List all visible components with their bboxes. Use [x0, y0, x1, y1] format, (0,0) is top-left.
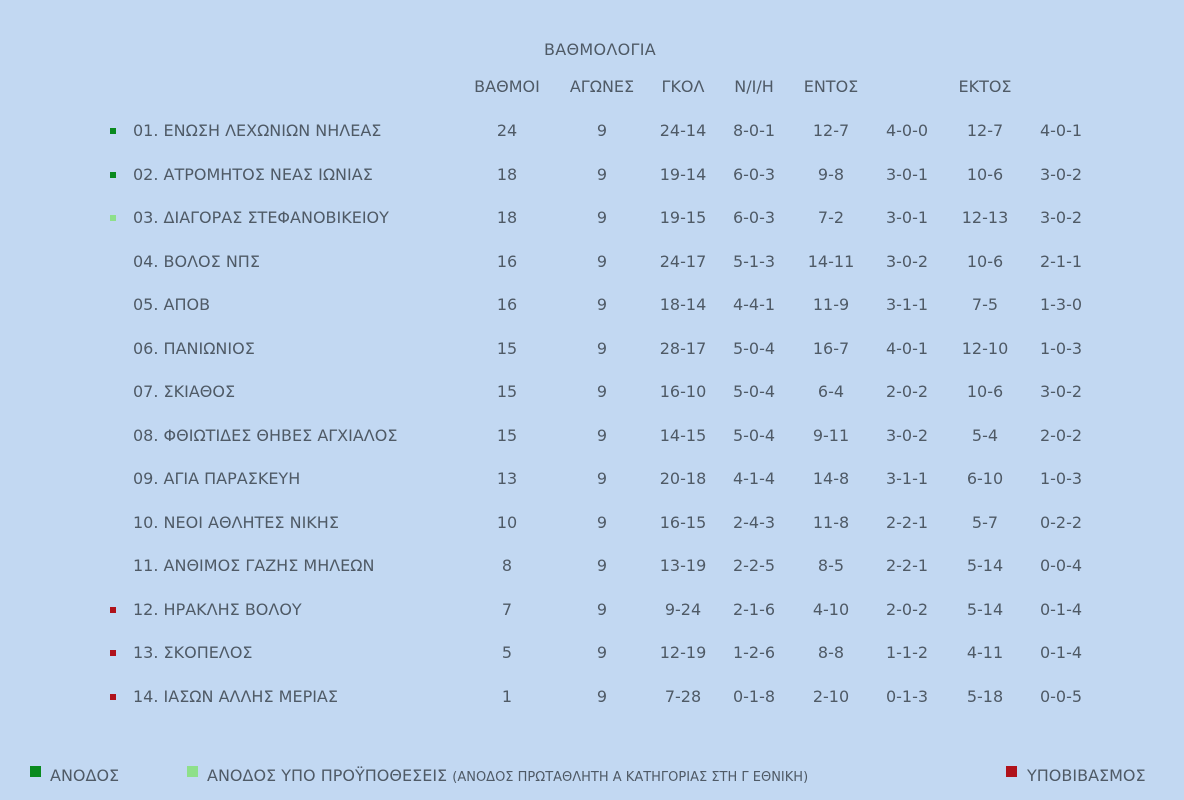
- away-wdl-cell: 1-0-3: [1039, 338, 1083, 358]
- away-wdl-cell: 3-0-2: [1039, 208, 1083, 227]
- home-wdl-cell: 4-0-1: [885, 338, 929, 358]
- wdl-cell: 6-0-3: [732, 164, 776, 184]
- home-wdl-cell: 2-2-1: [885, 512, 929, 532]
- points-cell: 18: [496, 208, 518, 227]
- table-row: [0, 500, 1184, 544]
- legend-relegation: ΥΠΟΒΙΒΑΣΜΟΣ: [1027, 766, 1146, 785]
- away-wdl-cell: 2-0-2: [1039, 425, 1083, 445]
- home-wdl-cell: 4-0-0: [885, 121, 929, 140]
- goals-cell: 24-14: [659, 121, 707, 140]
- matches-cell: 9: [596, 643, 608, 662]
- header-goals: ΓΚΟΛ: [661, 77, 705, 96]
- table-row: [0, 369, 1184, 413]
- points-cell: 24: [496, 121, 518, 140]
- status-marker-icon: [110, 128, 116, 134]
- home-wdl-cell: 2-0-2: [885, 382, 929, 401]
- away-wdl-cell: 0-0-4: [1039, 556, 1083, 575]
- goals-cell: 9-24: [664, 599, 702, 619]
- home-wdl-cell: 3-1-1: [885, 295, 929, 314]
- header-home: ΕΝΤΟΣ: [803, 77, 859, 96]
- goals-cell: 13-19: [659, 556, 707, 575]
- team-name: 13. ΣΚΟΠΕΛΟΣ: [133, 643, 253, 662]
- points-cell: 15: [496, 425, 518, 445]
- team-name: 05. ΑΠΟΒ: [133, 295, 211, 314]
- points-cell: 1: [501, 686, 513, 706]
- table-row: [0, 195, 1184, 239]
- legend-conditional-label: ΑΝΟΔΟΣ ΥΠΟ ΠΡΟΫΠΟΘΕΣΕΙΣ: [207, 766, 448, 785]
- matches-cell: 9: [596, 208, 608, 227]
- home-goals-cell: 6-4: [817, 382, 845, 401]
- team-name: 07. ΣΚΙΑΘΟΣ: [133, 382, 236, 401]
- goals-cell: 28-17: [659, 338, 707, 358]
- goals-cell: 19-14: [659, 164, 707, 184]
- goals-cell: 16-15: [659, 512, 707, 532]
- away-goals-cell: 10-6: [966, 164, 1004, 184]
- team-name: 09. ΑΓΙΑ ΠΑΡΑΣΚΕΥΗ: [133, 469, 301, 488]
- home-wdl-cell: 3-0-1: [885, 208, 929, 227]
- table-row: [0, 413, 1184, 457]
- away-goals-cell: 5-4: [971, 425, 999, 445]
- goals-cell: 20-18: [659, 469, 707, 488]
- home-goals-cell: 11-8: [812, 512, 850, 532]
- team-name: 11. ΑΝΘΙΜΟΣ ΓΑΖΗΣ ΜΗΛΕΩΝ: [133, 556, 375, 575]
- team-name: 10. ΝΕΟΙ ΑΘΛΗΤΕΣ ΝΙΚΗΣ: [133, 512, 339, 532]
- matches-cell: 9: [596, 164, 608, 184]
- wdl-cell: 2-1-6: [732, 599, 776, 619]
- team-name: 14. ΙΑΣΩΝ ΑΛΛΗΣ ΜΕΡΙΑΣ: [133, 686, 338, 706]
- wdl-cell: 2-2-5: [732, 556, 776, 575]
- table-row: [0, 326, 1184, 370]
- header-away: ΕΚΤΟΣ: [958, 77, 1012, 96]
- wdl-cell: 0-1-8: [732, 686, 776, 706]
- away-wdl-cell: 1-3-0: [1039, 295, 1083, 314]
- team-name: 06. ΠΑΝΙΩΝΙΟΣ: [133, 338, 255, 358]
- team-name: 12. ΗΡΑΚΛΗΣ ΒΟΛΟΥ: [133, 599, 302, 619]
- away-goals-cell: 5-14: [966, 556, 1004, 575]
- points-cell: 16: [496, 295, 518, 314]
- away-goals-cell: 5-18: [966, 686, 1004, 706]
- promotion-legend-icon: [30, 766, 41, 777]
- status-marker-icon: [110, 694, 116, 700]
- team-name: 02. ΑΤΡΟΜΗΤΟΣ ΝΕΑΣ ΙΩΝΙΑΣ: [133, 164, 373, 184]
- matches-cell: 9: [596, 382, 608, 401]
- goals-cell: 12-19: [659, 643, 707, 662]
- status-marker-icon: [110, 215, 116, 221]
- home-wdl-cell: 3-0-1: [885, 164, 929, 184]
- wdl-cell: 5-1-3: [732, 251, 776, 271]
- home-goals-cell: 9-11: [812, 425, 850, 445]
- legend-conditional-promotion: [207, 766, 808, 785]
- table-header: [0, 77, 1184, 99]
- home-goals-cell: 4-10: [812, 599, 850, 619]
- relegation-legend-icon: [1006, 766, 1017, 777]
- header-points: ΒΑΘΜΟΙ: [474, 77, 540, 96]
- wdl-cell: 6-0-3: [732, 208, 776, 227]
- points-cell: 15: [496, 338, 518, 358]
- home-goals-cell: 14-11: [807, 251, 855, 271]
- away-goals-cell: 12-13: [961, 208, 1009, 227]
- table-row: [0, 152, 1184, 196]
- matches-cell: 9: [596, 295, 608, 314]
- home-goals-cell: 7-2: [817, 208, 845, 227]
- home-goals-cell: 12-7: [812, 121, 850, 140]
- home-goals-cell: 8-8: [817, 643, 845, 662]
- matches-cell: 9: [596, 469, 608, 488]
- away-goals-cell: 7-5: [971, 295, 999, 314]
- away-goals-cell: 6-10: [966, 469, 1004, 488]
- status-marker-icon: [110, 172, 116, 178]
- away-goals-cell: 5-14: [966, 599, 1004, 619]
- matches-cell: 9: [596, 338, 608, 358]
- away-wdl-cell: 0-2-2: [1039, 512, 1083, 532]
- standings-title: ΒΑΘΜΟΛΟΓΙΑ: [543, 40, 657, 59]
- points-cell: 10: [496, 512, 518, 532]
- matches-cell: 9: [596, 425, 608, 445]
- matches-cell: 9: [596, 556, 608, 575]
- away-wdl-cell: 1-0-3: [1039, 469, 1083, 488]
- team-name: 08. ΦΘΙΩΤΙΔΕΣ ΘΗΒΕΣ ΑΓΧΙΑΛΟΣ: [133, 425, 398, 445]
- table-row: [0, 630, 1184, 674]
- status-marker-icon: [110, 607, 116, 613]
- away-goals-cell: 4-11: [966, 643, 1004, 662]
- wdl-cell: 8-0-1: [732, 121, 776, 140]
- header-wdl: Ν/Ι/Η: [734, 77, 774, 96]
- conditional-promotion-legend-icon: [187, 766, 198, 777]
- away-wdl-cell: 3-0-2: [1039, 164, 1083, 184]
- home-goals-cell: 8-5: [817, 556, 845, 575]
- away-goals-cell: 12-10: [961, 338, 1009, 358]
- home-wdl-cell: 2-2-1: [885, 556, 929, 575]
- away-wdl-cell: 0-1-4: [1039, 599, 1083, 619]
- goals-cell: 19-15: [659, 208, 707, 227]
- matches-cell: 9: [596, 686, 608, 706]
- table-row: [0, 282, 1184, 326]
- table-row: [0, 239, 1184, 283]
- matches-cell: 9: [596, 121, 608, 140]
- points-cell: 8: [501, 556, 513, 575]
- legend-promotion: ΑΝΟΔΟΣ: [50, 766, 120, 785]
- home-goals-cell: 14-8: [812, 469, 850, 488]
- home-goals-cell: 11-9: [812, 295, 850, 314]
- home-goals-cell: 9-8: [817, 164, 845, 184]
- away-wdl-cell: 2-1-1: [1039, 251, 1083, 271]
- wdl-cell: 5-0-4: [732, 338, 776, 358]
- home-wdl-cell: 2-0-2: [885, 599, 929, 619]
- legend-conditional-note: (ΑΝΟΔΟΣ ΠΡΩΤΑΘΛΗΤΗ Α ΚΑΤΗΓΟΡΙΑΣ ΣΤΗ Γ ΕΘΝΙΚΗ): [452, 770, 809, 785]
- goals-cell: 24-17: [659, 251, 707, 271]
- points-cell: 5: [501, 643, 513, 662]
- away-wdl-cell: 0-1-4: [1039, 643, 1083, 662]
- away-goals-cell: 12-7: [966, 121, 1004, 140]
- points-cell: 7: [501, 599, 513, 619]
- team-name: 04. ΒΟΛΟΣ ΝΠΣ: [133, 251, 260, 271]
- goals-cell: 7-28: [664, 686, 702, 706]
- standings-table: [0, 108, 1184, 717]
- home-wdl-cell: 3-1-1: [885, 469, 929, 488]
- points-cell: 16: [496, 251, 518, 271]
- wdl-cell: 5-0-4: [732, 425, 776, 445]
- matches-cell: 9: [596, 599, 608, 619]
- table-row: [0, 674, 1184, 718]
- away-goals-cell: 5-7: [971, 512, 999, 532]
- wdl-cell: 2-4-3: [732, 512, 776, 532]
- points-cell: 15: [496, 382, 518, 401]
- goals-cell: 18-14: [659, 295, 707, 314]
- points-cell: 13: [496, 469, 518, 488]
- away-wdl-cell: 3-0-2: [1039, 382, 1083, 401]
- wdl-cell: 5-0-4: [732, 382, 776, 401]
- away-goals-cell: 10-6: [966, 251, 1004, 271]
- table-row: [0, 456, 1184, 500]
- legend: [0, 763, 1184, 789]
- table-row: [0, 587, 1184, 631]
- matches-cell: 9: [596, 512, 608, 532]
- home-wdl-cell: 3-0-2: [885, 425, 929, 445]
- home-wdl-cell: 1-1-2: [885, 643, 929, 662]
- team-name: 03. ΔΙΑΓΟΡΑΣ ΣΤΕΦΑΝΟΒΙΚΕΙΟΥ: [133, 208, 389, 227]
- wdl-cell: 4-1-4: [732, 469, 776, 488]
- matches-cell: 9: [596, 251, 608, 271]
- goals-cell: 16-10: [659, 382, 707, 401]
- points-cell: 18: [496, 164, 518, 184]
- home-goals-cell: 16-7: [812, 338, 850, 358]
- away-goals-cell: 10-6: [966, 382, 1004, 401]
- wdl-cell: 1-2-6: [732, 643, 776, 662]
- away-wdl-cell: 0-0-5: [1039, 686, 1083, 706]
- header-matches: ΑΓΩΝΕΣ: [569, 77, 635, 96]
- table-row: [0, 543, 1184, 587]
- away-wdl-cell: 4-0-1: [1039, 121, 1083, 140]
- wdl-cell: 4-4-1: [732, 295, 776, 314]
- status-marker-icon: [110, 650, 116, 656]
- goals-cell: 14-15: [659, 425, 707, 445]
- home-wdl-cell: 3-0-2: [885, 251, 929, 271]
- table-row: [0, 108, 1184, 152]
- home-wdl-cell: 0-1-3: [885, 686, 929, 706]
- team-name: 01. ΕΝΩΣΗ ΛΕΧΩΝΙΩΝ ΝΗΛΕΑΣ: [133, 121, 382, 140]
- home-goals-cell: 2-10: [812, 686, 850, 706]
